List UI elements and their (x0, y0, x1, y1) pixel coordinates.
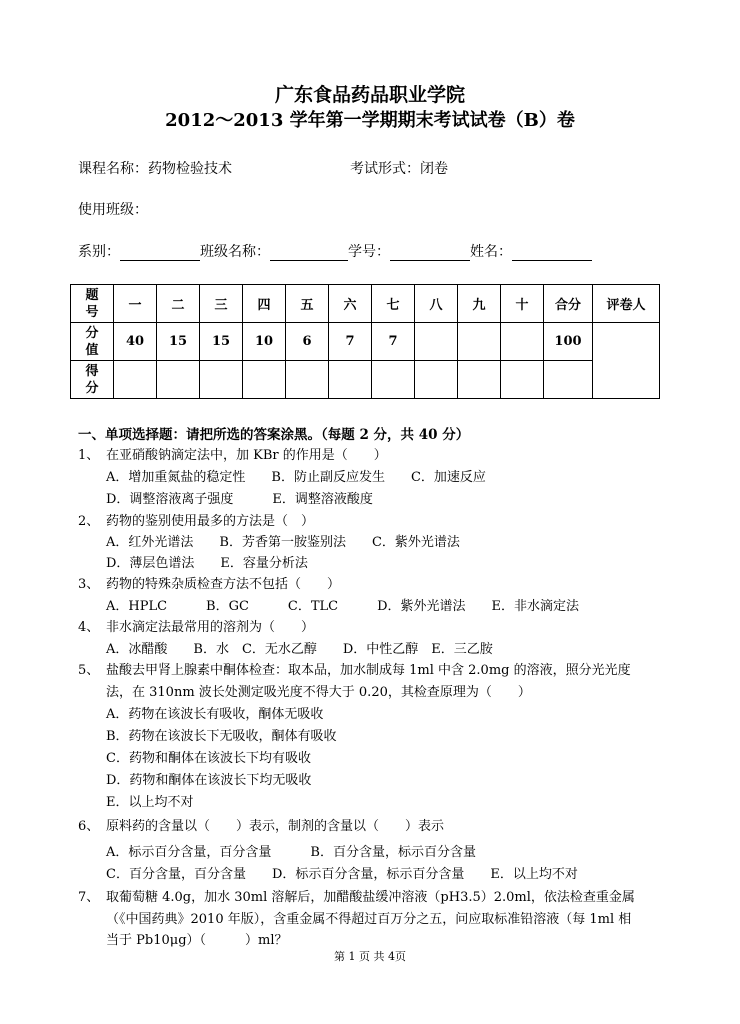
points-cell: 40 (114, 323, 157, 361)
option-line: C．药物和酮体在该波长下均有吸收 (106, 751, 311, 766)
row-label-points: 分 值 (71, 323, 114, 361)
option-line: A．HPLC B．GC C．TLC D．紫外光谱法 E．非水滴定法 (106, 599, 580, 614)
score-cell[interactable] (286, 361, 329, 399)
option-line: B．药物在该波长下无吸收，酮体有吸收 (106, 729, 337, 744)
score-cell[interactable] (243, 361, 286, 399)
question-number: 1、 (78, 448, 100, 463)
score-cell[interactable] (415, 361, 458, 399)
option-line: D．薄层色谱法 E．容量分析法 (106, 556, 308, 571)
section-heading: 一、单项选择题：请把所选的答案涂黑。（每题 2 分，共 40 分） (78, 427, 470, 443)
question-stem: 取葡萄糖 4.0g，加水 30ml 溶解后，加醋酸盐缓冲溶液（pH3.5）2.0ml，依法检查重金属 (106, 890, 635, 905)
col-header: 一 (114, 285, 157, 323)
score-cell[interactable] (200, 361, 243, 399)
option-line: D．药物和酮体在该波长下均无吸收 (106, 773, 312, 788)
student-info-line (78, 241, 592, 261)
col-header: 二 (157, 285, 200, 323)
class-name-label: 班级名称： (200, 244, 270, 260)
grader-cell[interactable] (593, 323, 660, 399)
col-header: 八 (415, 285, 458, 323)
class-name-field[interactable] (270, 246, 348, 261)
option-line: C．百分含量，百分含量 D．标示百分含量，标示百分含量 E．以上均不对 (106, 867, 578, 882)
school-name: 广东食品药品职业学院 (274, 84, 465, 106)
col-header: 六 (329, 285, 372, 323)
question-number: 2、 (78, 514, 100, 529)
points-cell: 15 (157, 323, 200, 361)
dept-field[interactable] (120, 246, 200, 261)
course-name: 课程名称：药物检验技术 (78, 161, 232, 177)
question-stem-continued: 当于 Pb10μg）（ ）ml？ (106, 933, 288, 948)
option-line: E．以上均不对 (106, 795, 194, 810)
score-cell[interactable] (501, 361, 544, 399)
question-stem: 盐酸去甲肾上腺素中酮体检查：取本品，加水制成每 1ml 中含 2.0mg 的溶液，照分光光度 (106, 663, 631, 678)
points-cell: 15 (200, 323, 243, 361)
col-header-grader: 评卷人 (593, 285, 660, 323)
score-cell[interactable] (372, 361, 415, 399)
col-header: 七 (372, 285, 415, 323)
points-cell: 7 (329, 323, 372, 361)
points-cell (415, 323, 458, 361)
question-number: 6、 (78, 819, 100, 834)
exam-format: 考试形式：闭卷 (350, 161, 448, 177)
question-number: 3、 (78, 577, 100, 592)
exam-title: 2012～2013 学年第一学期期末考试试卷（B）卷 (165, 110, 575, 131)
option-line: A．增加重氮盐的稳定性 B．防止副反应发生 C．加速反应 (106, 470, 486, 485)
dept-label: 系别： (78, 244, 120, 260)
score-cell[interactable] (329, 361, 372, 399)
student-no-field[interactable] (390, 246, 470, 261)
col-header: 九 (458, 285, 501, 323)
col-header: 四 (243, 285, 286, 323)
question-number: 5、 (78, 663, 100, 678)
question-number: 4、 (78, 620, 100, 635)
score-cell[interactable] (114, 361, 157, 399)
question-stem: 药物的鉴别使用最多的方法是（ ） (106, 514, 315, 529)
option-line: A．标示百分含量，百分含量 B．百分含量，标示百分含量 (106, 845, 476, 860)
question-stem: 非水滴定法最常用的溶剂为（ ） (106, 620, 315, 635)
score-table (70, 284, 660, 399)
question-stem-continued: 法，在 310nm 波长处测定吸光度不得大于 0.20，其检查原理为（ ） (106, 685, 531, 700)
question-stem-continued: （《中国药典》2010 年版），含重金属不得超过百万分之五，问应取标准铅溶液（每 1ml 相 (106, 912, 632, 927)
option-line: A．冰醋酸 B．水 C．无水乙醇 D．中性乙醇 E．三乙胺 (106, 642, 493, 657)
points-cell: 10 (243, 323, 286, 361)
points-total-cell: 100 (544, 323, 593, 361)
name-field[interactable] (512, 246, 592, 261)
question-stem: 原料药的含量以（ ）表示，制剂的含量以（ ）表示 (106, 819, 445, 834)
question-number: 7、 (78, 890, 100, 905)
score-cell[interactable] (157, 361, 200, 399)
row-label-question-no: 题 号 (71, 285, 114, 323)
points-cell: 6 (286, 323, 329, 361)
score-total-cell[interactable] (544, 361, 593, 399)
col-header: 三 (200, 285, 243, 323)
col-header: 十 (501, 285, 544, 323)
option-line: A．红外光谱法 B．芳香第一胺鉴别法 C．紫外光谱法 (106, 535, 460, 550)
points-cell (458, 323, 501, 361)
row-label-score: 得 分 (71, 361, 114, 399)
page-footer: 第 1 页 共 4页 (334, 950, 406, 963)
points-cell: 7 (372, 323, 415, 361)
name-label: 姓名： (470, 244, 512, 260)
option-line: A．药物在该波长有吸收，酮体无吸收 (106, 707, 324, 722)
option-line: D．调整溶液离子强度 E．调整溶液酸度 (106, 492, 373, 507)
col-header: 五 (286, 285, 329, 323)
class-use-label: 使用班级： (78, 202, 148, 218)
question-stem: 药物的特殊杂质检查方法不包括（ ） (106, 577, 341, 592)
points-cell (501, 323, 544, 361)
score-cell[interactable] (458, 361, 501, 399)
student-no-label: 学号： (348, 244, 390, 260)
question-stem: 在亚硝酸钠滴定法中，加 KBr 的作用是（ ） (106, 448, 387, 463)
col-header-total: 合分 (544, 285, 593, 323)
